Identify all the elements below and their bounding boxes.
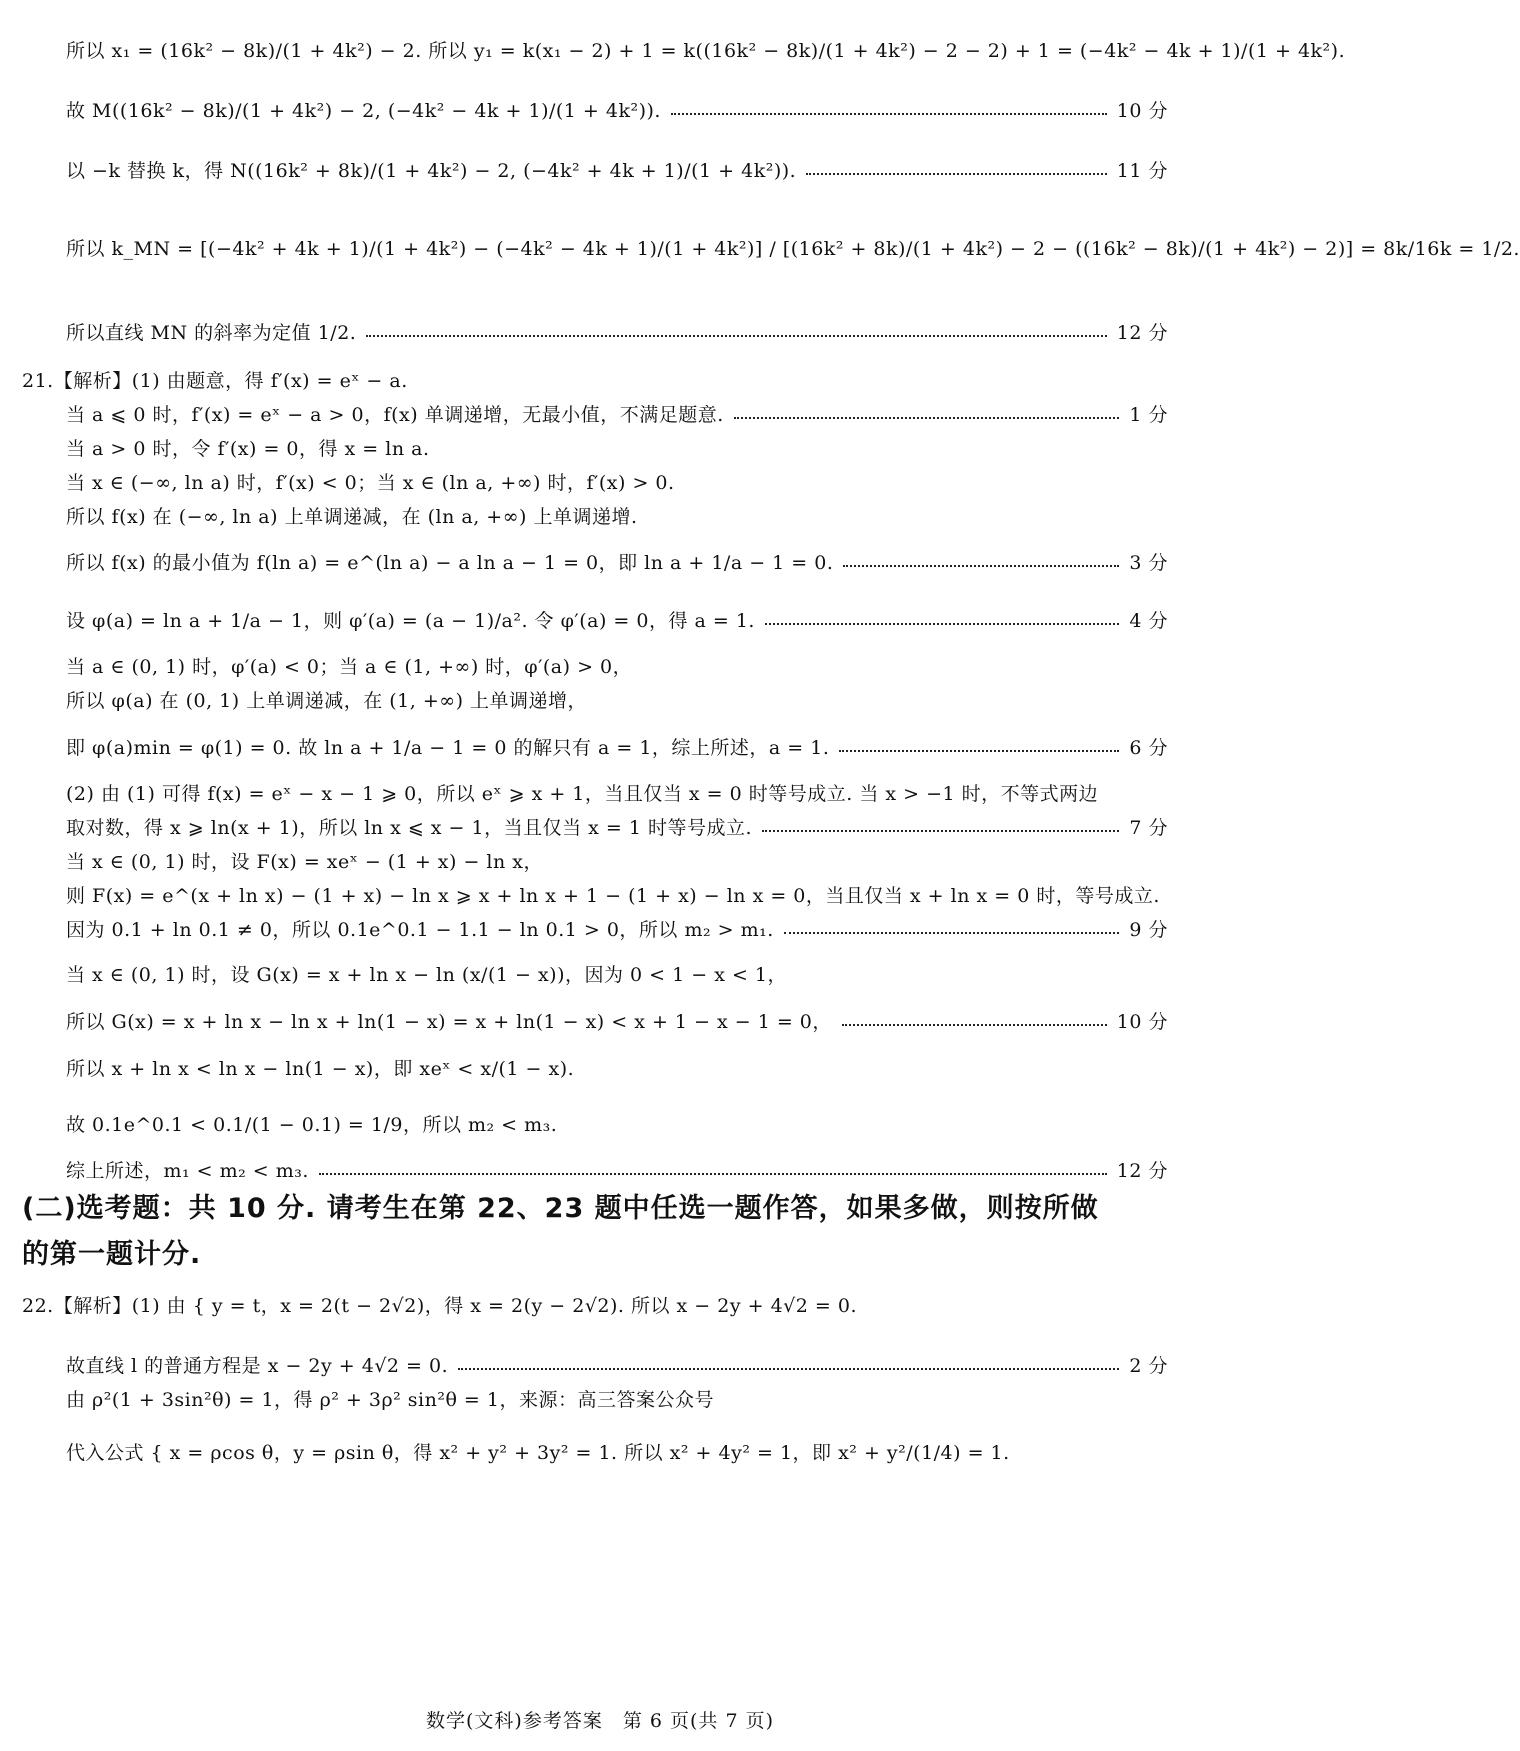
solution-line (66, 1385, 1168, 1412)
solution-text: 当 x ∈ (0, 1) 时，设 G(x) = x + ln x − ln (x/(1 − x))，因为 0 < 1 − x < 1， (66, 964, 787, 986)
solution-text: 21.【解析】(1) 由题意，得 f′(x) = eˣ − a. (22, 370, 408, 392)
solution-text: 所以直线 MN 的斜率为定值 1/2. (66, 322, 357, 344)
solution-line (66, 1007, 1168, 1034)
solution-text: 所以 x + ln x < ln x − ln(1 − x)，即 xeˣ < x/(1 − x). (66, 1058, 575, 1080)
score-label: 12 分 (1116, 322, 1168, 344)
solution-text: 代入公式 { x = ρcos θ，y = ρsin θ，得 x² + y² + 3y² = 1. 所以 x² + 4y² = 1，即 x² + y²/(1/4) = 1. (66, 1442, 1010, 1464)
solution-text: (2) 由 (1) 可得 f(x) = eˣ − x − 1 ⩾ 0，所以 eˣ ⩾ x + 1，当且仅当 x = 0 时等号成立. 当 x > −1 时，不等式两边 (66, 783, 1099, 805)
solution-text: 设 φ(a) = ln a + 1/a − 1，则 φ′(a) = (a − 1)/a². 令 φ′(a) = 0，得 a = 1. (66, 610, 755, 632)
solution-text: 故 M((16k² − 8k)/(1 + 4k²) − 2, (−4k² − 4k + 1)/(1 + 4k²)). (66, 100, 661, 122)
solution-line (66, 813, 1168, 840)
solution-line (66, 1110, 1168, 1137)
solution-line (66, 318, 1168, 345)
score-label: 1 分 (1129, 404, 1168, 426)
score-label: 7 分 (1129, 817, 1168, 839)
solution-text: 所以 x₁ = (16k² − 8k)/(1 + 4k²) − 2. 所以 y₁ = k(x₁ − 2) + 1 = k((16k² − 8k)/(1 + 4k²) − 2 − 2) + 1 = (−4k² − 4k + 1)/(1 + 4k²). (66, 40, 1346, 62)
solution-text: 故直线 l 的普通方程是 x − 2y + 4√2 = 0. (66, 1355, 449, 1377)
section-heading-line-2: 的第一题计分. (22, 1239, 202, 1270)
solution-text: 则 F(x) = e^(x + ln x) − (1 + x) − ln x ⩾ x + ln x + 1 − (1 + x) − ln x = 0，当且仅当 x + ln x = 0 时，等号成立. (66, 885, 1160, 907)
solution-text: 由 ρ²(1 + 3sin²θ) = 1，得 ρ² + 3ρ² sin²θ = 1，来源：高三答案公众号 (66, 1389, 714, 1411)
solution-line (22, 1291, 1168, 1318)
solution-line (66, 36, 1346, 63)
dot-leader (762, 830, 1119, 832)
dot-leader (839, 750, 1119, 752)
solution-line (66, 733, 1168, 760)
score-label: 3 分 (1129, 552, 1168, 574)
dot-leader (765, 623, 1119, 625)
score-label: 10 分 (1116, 1011, 1168, 1033)
solution-text: 当 a ∈ (0, 1) 时，φ′(a) < 0；当 a ∈ (1, +∞) 时，φ′(a) > 0， (66, 656, 633, 678)
solution-line (66, 96, 1168, 123)
solution-line (66, 960, 1168, 987)
solution-line (66, 779, 1168, 806)
solution-line (66, 881, 1168, 908)
solution-line (66, 548, 1168, 575)
page-footer: 数学(文科)参考答案 第 6 页(共 7 页) (426, 1710, 774, 1732)
dot-leader (843, 565, 1119, 567)
solution-line (66, 434, 1168, 461)
solution-line (66, 234, 1520, 261)
solution-text: 当 a > 0 时，令 f′(x) = 0，得 x = ln a. (66, 438, 430, 460)
solution-line (66, 1156, 1168, 1183)
solution-text: 当 a ⩽ 0 时，f′(x) = eˣ − a > 0，f(x) 单调递增，无最小值，不满足题意. (66, 404, 724, 426)
score-label: 9 分 (1129, 919, 1168, 941)
score-label: 10 分 (1116, 100, 1168, 122)
solution-text: 22.【解析】(1) 由 { y = t，x = 2(t − 2√2)，得 x = 2(y − 2√2). 所以 x − 2y + 4√2 = 0. (22, 1295, 858, 1317)
dot-leader (734, 417, 1120, 419)
solution-line (22, 366, 1168, 393)
dot-leader (319, 1173, 1107, 1175)
dot-leader (366, 335, 1106, 337)
solution-text: 因为 0.1 + ln 0.1 ≠ 0，所以 0.1e^0.1 − 1.1 − ln 0.1 > 0，所以 m₂ > m₁. (66, 919, 774, 941)
section-heading (22, 1186, 1168, 1278)
dot-leader (842, 1024, 1107, 1026)
dot-leader (806, 173, 1107, 175)
solution-text: 所以 k_MN = [(−4k² + 4k + 1)/(1 + 4k²) − (−4k² − 4k + 1)/(1 + 4k²)] / [(16k² + 8k)/(1 + 4k²) − 2 − ((16k² − 8k)/(1 + 4k²) − 2)] = 8k/16k = 1/2. (66, 238, 1520, 260)
solution-text: 以 −k 替换 k，得 N((16k² + 8k)/(1 + 4k²) − 2, (−4k² + 4k + 1)/(1 + 4k²)). (66, 160, 797, 182)
dot-leader (671, 113, 1107, 115)
solution-text: 取对数，得 x ⩾ ln(x + 1)，所以 ln x ⩽ x − 1，当且仅当 x = 1 时等号成立. (66, 817, 753, 839)
solution-text: 即 φ(a)min = φ(1) = 0. 故 ln a + 1/a − 1 = 0 的解只有 a = 1，综上所述，a = 1. (66, 737, 830, 759)
score-label: 4 分 (1129, 610, 1168, 632)
dot-leader (784, 932, 1120, 934)
solution-text: 当 x ∈ (−∞, ln a) 时，f′(x) < 0；当 x ∈ (ln a, +∞) 时，f′(x) > 0. (66, 472, 675, 494)
solution-line (66, 606, 1168, 633)
solution-text: 故 0.1e^0.1 < 0.1/(1 − 0.1) = 1/9，所以 m₂ < m₃. (66, 1114, 558, 1136)
solution-line (66, 686, 1168, 713)
solution-line (66, 915, 1168, 942)
section-heading-line-1: (二)选考题：共 10 分. 请考生在第 22、23 题中任选一题作答，如果多做，则按所做 (22, 1193, 1099, 1224)
solution-line (66, 1438, 1168, 1465)
dot-leader (458, 1368, 1119, 1370)
solution-line (66, 847, 1168, 874)
solution-line (66, 468, 1168, 495)
solution-line (66, 156, 1168, 183)
solution-line (66, 1351, 1168, 1378)
solution-line (66, 1054, 1168, 1081)
solution-line (66, 652, 1168, 679)
score-label: 2 分 (1129, 1355, 1168, 1377)
solution-text: 综上所述，m₁ < m₂ < m₃. (66, 1160, 309, 1182)
solution-text: 当 x ∈ (0, 1) 时，设 F(x) = xeˣ − (1 + x) − ln x， (66, 851, 543, 873)
solution-line (66, 400, 1168, 427)
solution-text: 所以 G(x) = x + ln x − ln x + ln(1 − x) = x + ln(1 − x) < x + 1 − x − 1 = 0， (66, 1011, 832, 1033)
solution-text: 所以 φ(a) 在 (0, 1) 上单调递减，在 (1, +∞) 上单调递增， (66, 690, 588, 712)
score-label: 12 分 (1116, 1160, 1168, 1182)
solution-text: 所以 f(x) 在 (−∞, ln a) 上单调递减，在 (ln a, +∞) 上单调递增. (66, 506, 638, 528)
score-label: 11 分 (1116, 160, 1168, 182)
solution-line (66, 502, 1168, 529)
score-label: 6 分 (1129, 737, 1168, 759)
solution-text: 所以 f(x) 的最小值为 f(ln a) = e^(ln a) − a ln a − 1 = 0，即 ln a + 1/a − 1 = 0. (66, 552, 834, 574)
